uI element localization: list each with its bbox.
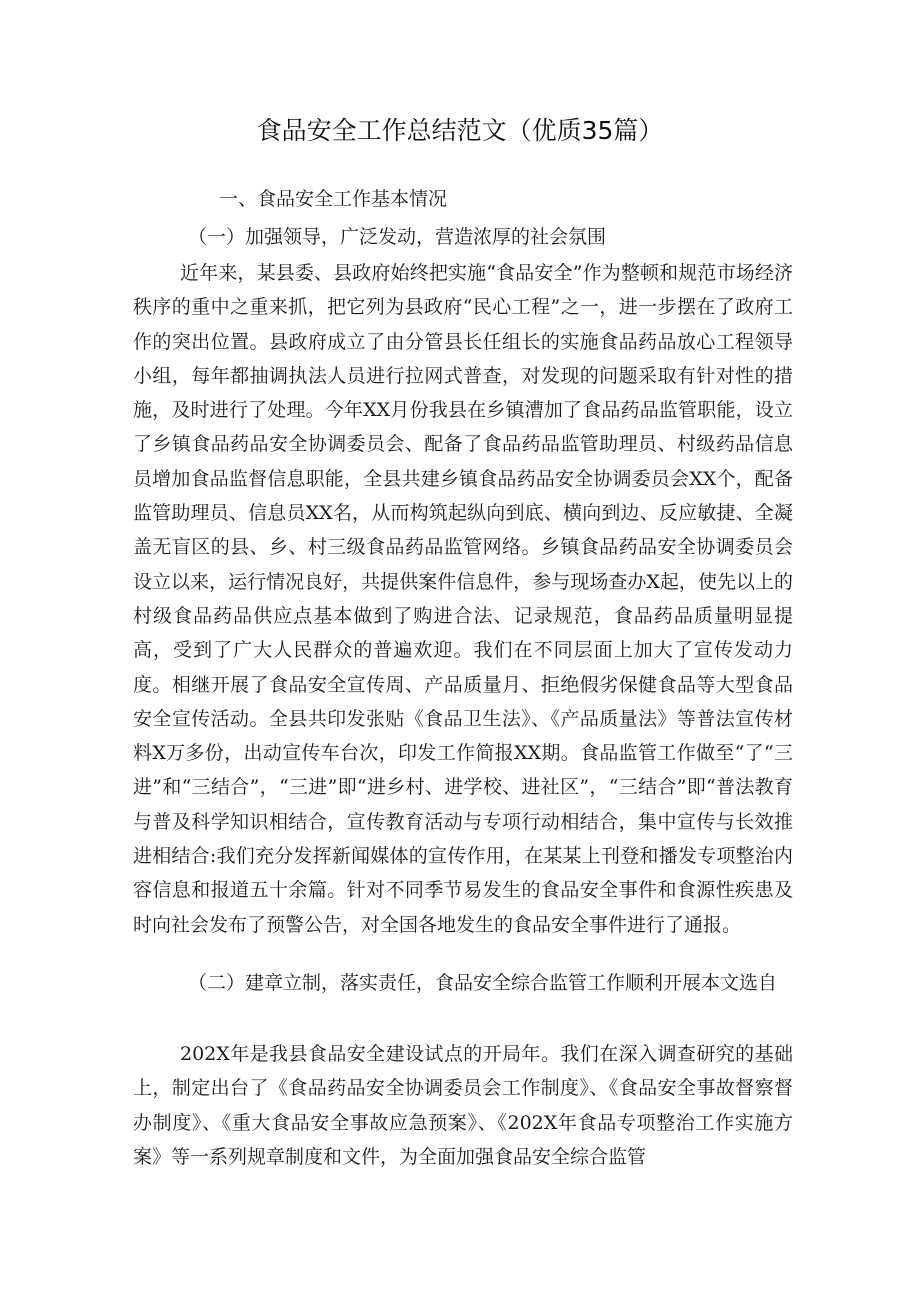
body-paragraph: 202X年是我县食品安全建设试点的开局年。我们在深入调查研究的基础上，制定出台了《食品药品安全协调委员会工作制度》、《食品安全事故督察督办制度》、《重大食品安全事故应急预案》、《202X年食品专项整治工作实施方案》等一系列规章制度和文件，为全面加强食品安全综合监管 <box>133 1043 793 1168</box>
subsection-heading: （二）建章立制，落实责任，食品安全综合监管工作顺利开展本文选自 <box>188 972 778 994</box>
subsection-heading: （一）加强领导，广泛发动，营造浓厚的社会氛围 <box>188 226 607 248</box>
section-heading: 一、食品安全工作基本情况 <box>219 188 448 210</box>
document-title: 食品安全工作总结范文（优质35篇） <box>256 116 664 145</box>
body-paragraph: 近年来，某县委、县政府始终把实施“食品安全”作为整顿和规范市场经济秩序的重中之重来抓，把它列为县政府“民心工程”之一，进一步摆在了政府工作的突出位置。县政府成立了由分管县长任组长的实施食品药品放心工程领导小组，每年都抽调执法人员进行拉网式普查，对发现的问题采取有针对性的措施，及时进行了处理。今年XX月份我县在乡镇漕加了食品药品监管职能，设立了乡镇食品药品安全协调委员会、配备了食品药品监管助理员、村级药品信息员增加食品监督信息职能，全县共建乡镇食品药品安全协调委员会XX个，配备监管助理员、信息员XX名，从而构筑起纵向到底、横向到边、反应敏捷、全凝盖无盲区的县、乡、村三级食品药品监管网络。乡镇食品药品安全协调委员会设立以来，运行情况良好，共提供案件信息件，参与现场查办X起，使先以上的村级食品药品供应点基本做到了购进合法、记录规范，食品药品质量明显提高，受到了广大人民群众的普遍欢迎。我们在不同层面上加大了宣传发动力度。相继开展了食品安全宣传周、产品质量月、拒绝假劣保健食品等大型食品安全宣传活动。全县共印发张贴《食品卫生法》、《产品质量法》等普法宣传材料X万多份，出动宣传车台次，印发工作简报XX期。食品监管工作做至“了“三进”和“三结合”，“三进”即“进乡村、进学校、进社区”，“三结合”即“普法教育与普及科学知识相结合，宣传教育活动与专项行动相结合，集中宣传与长效推进相结合:我们充分发挥新闻媒体的宣传作用，在某某上刊登和播发专项整治内容信息和报道五十余篇。针对不同季节易发生的食品安全事件和食源性疾患及时向社会发布了预警公告，对全国各地发生的食品安全事件进行了通报。 <box>133 262 793 936</box>
